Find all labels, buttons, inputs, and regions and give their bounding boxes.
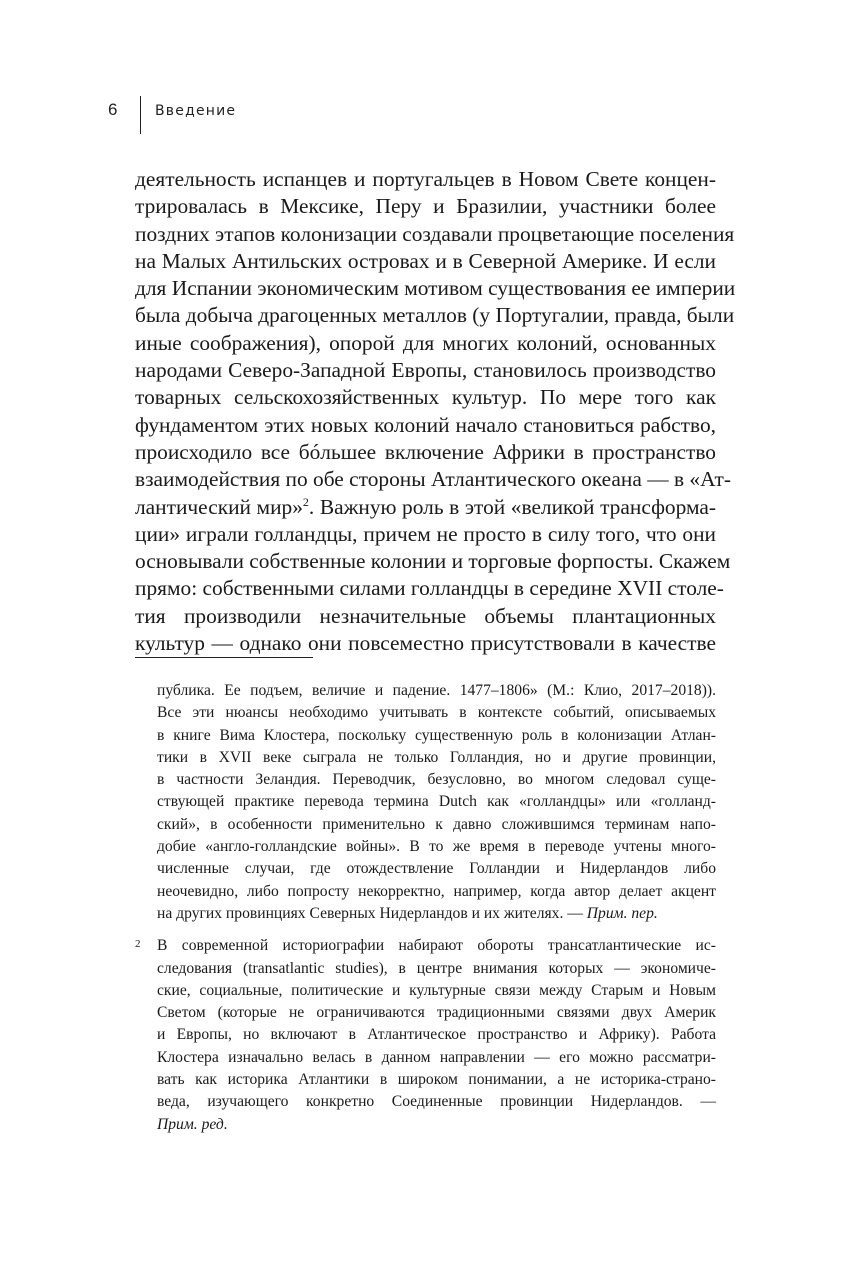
header-divider — [140, 96, 141, 134]
text-line: основывали собственные колонии и торговые форпосты. Скажем — [135, 549, 731, 574]
footnote-continuation — [135, 680, 716, 925]
text-line: ции» играли голландцы, причем не просто в силу того, что они — [135, 521, 716, 546]
footnote-reference[interactable]: 2 — [302, 494, 309, 509]
footnote-line: публика. Ее подъем, величие и падение. 1477–1806» (М.: Клио, 2017–2018)). — [157, 682, 716, 699]
text-fragment: . Важную роль в этой «великой трансформа- — [308, 494, 717, 519]
footnote-line: Светом (которые не ограничиваются традиционными связями двух Америк — [157, 1004, 716, 1022]
main-text — [135, 166, 736, 657]
editor-note-signature: Прим. ред. — [157, 1115, 228, 1133]
footnote-line: ствующей практике перевода термина Dutch как «голландцы» или «голланд- — [157, 793, 716, 811]
text-line: трировалась в Мексике, Перу и Бразилии, участники более — [135, 194, 716, 219]
text-line: тия производили незначительные объемы плантационных — [135, 603, 716, 628]
footnote-line: веда, изучающего конкретно Соединенные провинции Нидерландов. — — [157, 1093, 716, 1111]
footnote-line: численные случаи, где отождествление Голландии и Нидерландов либо — [157, 860, 716, 878]
footnote-line: следования (transatlantic studies), в центре внимания которых — экономиче- — [157, 959, 716, 977]
text-line: взаимодействия по обе стороны Атлантического океана — в «Ат- — [135, 467, 731, 492]
translator-note-signature: Прим. пер. — [586, 904, 658, 922]
text-line: деятельность испанцев и португальцев в Новом Свете концен- — [135, 167, 716, 191]
text-line: фундаментом этих новых колоний начало становиться рабство, — [135, 412, 716, 437]
text-line-with-footnote — [135, 494, 716, 521]
text-line: для Испании экономическим мотивом существования ее империи — [135, 276, 736, 301]
footnote-text: на других провинциях Северных Нидерландов и их жителях. — — [157, 904, 587, 922]
text-line: на Малых Антильских островах и в Северной Америке. И если — [135, 248, 716, 273]
footnote-line: тики в XVII веке сыграла не только Голландия, но и другие провинции, — [157, 748, 716, 766]
text-fragment: лантический мир» — [135, 494, 303, 519]
footnote-line: добие «англо-голландские войны». В то же время в переводе учтены много- — [157, 838, 716, 856]
footnote-line: Клостера изначально велась в данном направлении — его можно рассматри- — [157, 1048, 716, 1066]
footnote-spacer — [135, 925, 716, 935]
text-line: народами Северо-Западной Европы, становилось производство — [135, 358, 716, 383]
footnote-line: вать как историка Атлантики в широком понимании, а не историка-страно- — [157, 1071, 716, 1089]
footnote-line — [157, 903, 716, 925]
footnote-line: В современной историографии набирают обороты трансатлантические ис- — [157, 937, 716, 955]
text-line: поздних этапов колонизации создавали процветающие поселения — [135, 221, 735, 246]
text-line: была добыча драгоценных металлов (у Португалии, правда, были — [135, 303, 735, 328]
footnotes — [135, 680, 716, 1136]
footnote-line: ский», в особенности применительно к давно сложившимся терминам напо- — [157, 815, 716, 833]
text-line: прямо: собственными силами голландцы в середине XVII столе- — [135, 576, 724, 601]
footnote-marker: 2 — [135, 938, 141, 951]
footnote-line: ские, социальные, политические и культурные связи между Старым и Новым — [157, 981, 716, 999]
footnote-line: в частности Зеландия. Переводчик, безусловно, во многом следовал суще- — [157, 771, 716, 789]
running-head — [0, 96, 849, 132]
footnote-2 — [135, 935, 716, 1136]
text-line: происходило все бóльшее включение Африки в пространство — [135, 439, 716, 464]
text-line: иные соображения), опорой для многих колоний, основанных — [135, 330, 716, 355]
footnote-line: Все эти нюансы необходимо учитывать в контексте событий, описываемых — [157, 704, 716, 722]
footnote-line: в книге Вима Клостера, поскольку существенную роль в колонизации Атлан- — [157, 726, 716, 744]
text-line: товарных сельскохозяйственных культур. По мере того как — [135, 385, 716, 410]
section-title: Введение — [155, 103, 237, 119]
footnote-divider — [135, 657, 313, 658]
footnote-line: неочевидно, либо попросту некорректно, например, когда автор делает акцент — [157, 882, 716, 900]
footnote-line: и Европы, но включают в Атлантическое пространство и Африку). Работа — [157, 1026, 716, 1044]
text-line: культур — однако они повсеместно присутствовали в качестве — [135, 631, 716, 656]
page-number: 6 — [108, 100, 118, 119]
